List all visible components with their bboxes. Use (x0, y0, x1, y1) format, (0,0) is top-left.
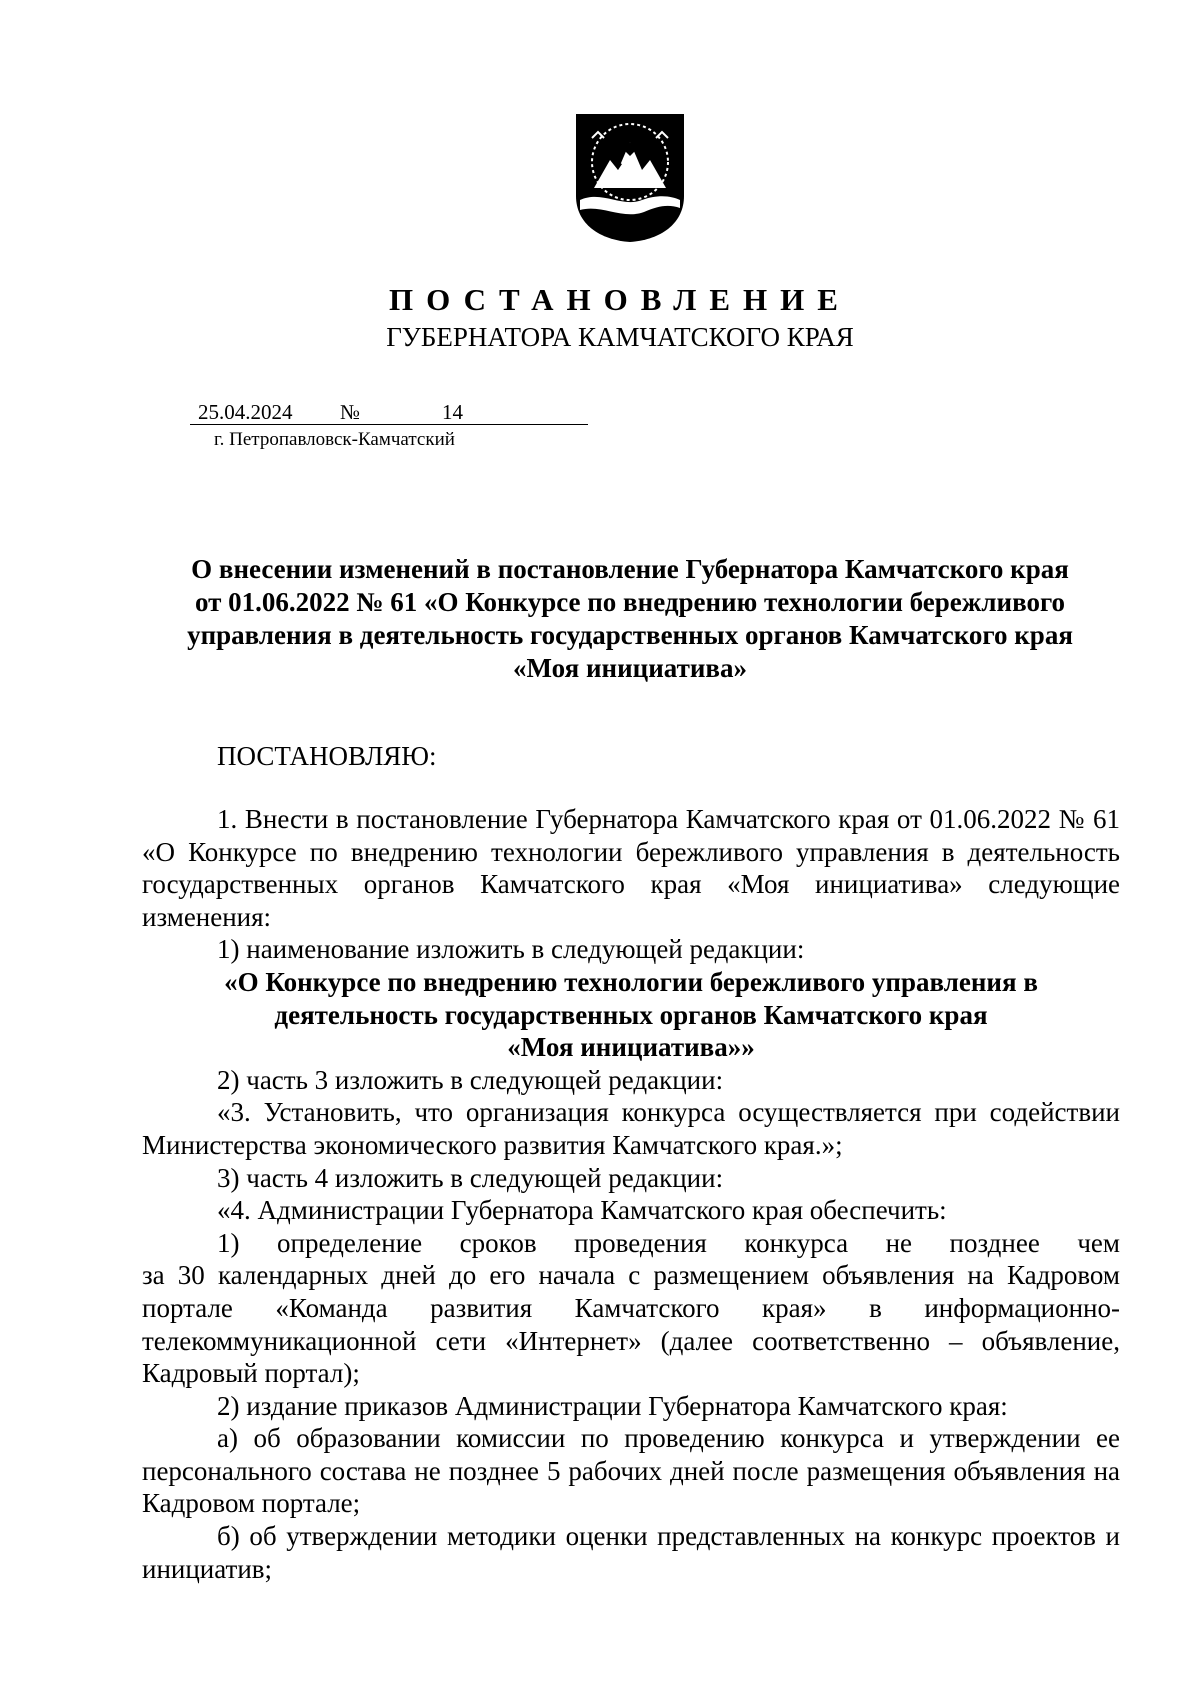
new-name-line: деятельность государственных органов Камчатского края (274, 999, 988, 1030)
new-name-line: «Моя инициатива»» (507, 1032, 755, 1063)
title-line: управления в деятельность государственных органов Камчатского края (187, 620, 1073, 650)
paragraph-subitem-a: а) об образовании комиссии по проведению конкурса и утверждении ее персонального состава не позднее 5 рабочих дней после размещения объявления на Кадровом портале; (142, 1423, 1120, 1519)
document-title (140, 553, 1120, 685)
coat-of-arms-icon (572, 112, 688, 244)
paragraph-subitem-1-cont: за 30 календарных дней до его начала с размещением объявления на Кадровом портале «Команда развития Камчатского края» в информационно-телекоммуникационной сети «Интернет» (далее соответственно – объявление, Кадровый портал); (142, 1260, 1120, 1389)
title-line: от 01.06.2022 № 61 «О Конкурсе по внедрению технологии бережливого (194, 587, 1066, 617)
paragraph-subitem-1-start: 1) определение сроков проведения конкурса не позднее чем (217, 1227, 1120, 1258)
paragraph-1: 1. Внести в постановление Губернатора Камчатского края от 01.06.2022 № 61 «О Конкурсе по внедрению технологии бережливого управления в деятельность государственных органов Камчатского края «Моя инициатива» следующие изменения: (142, 804, 1120, 932)
paragraph-part-4: «4. Администрации Губернатора Камчатского края обеспечить: (217, 1195, 947, 1226)
title-line: «Моя инициатива» (513, 653, 747, 683)
issuer-name: ГУБЕРНАТОРА КАМЧАТСКОГО КРАЯ (386, 322, 854, 352)
title-line: О внесении изменений в постановление Губернатора Камчатского края (191, 554, 1069, 584)
document-number: 14 (442, 400, 463, 424)
new-name-line: «О Конкурсе по внедрению технологии бережливого управления в (224, 966, 1038, 997)
document-date: 25.04.2024 (198, 400, 293, 424)
city-name: г. Петропавловск-Камчатский (214, 429, 455, 450)
paragraph-subitem-b: б) об утверждении методики оценки представленных на конкурс проектов и инициатив; (142, 1521, 1120, 1584)
paragraph-part-3: «3. Установить, что организация конкурса осуществляется при содействии Министерства экономического развития Камчатского края.»; (142, 1097, 1120, 1160)
date-number-line (190, 400, 588, 425)
document-body (142, 803, 1120, 1585)
number-sign: № (340, 400, 361, 424)
paragraph-item-3: 3) часть 4 изложить в следующей редакции: (217, 1162, 724, 1193)
paragraph-item-2: 2) часть 3 изложить в следующей редакции: (217, 1064, 724, 1095)
paragraph-subitem-2: 2) издание приказов Администрации Губернатора Камчатского края: (217, 1390, 1008, 1421)
new-name-block (142, 966, 1120, 1064)
paragraph-item-1: 1) наименование изложить в следующей редакции: (217, 934, 805, 965)
document-type: ПОСТАНОВЛЕНИЕ (389, 282, 851, 317)
resolve-heading: ПОСТАНОВЛЯЮ: (217, 741, 437, 771)
